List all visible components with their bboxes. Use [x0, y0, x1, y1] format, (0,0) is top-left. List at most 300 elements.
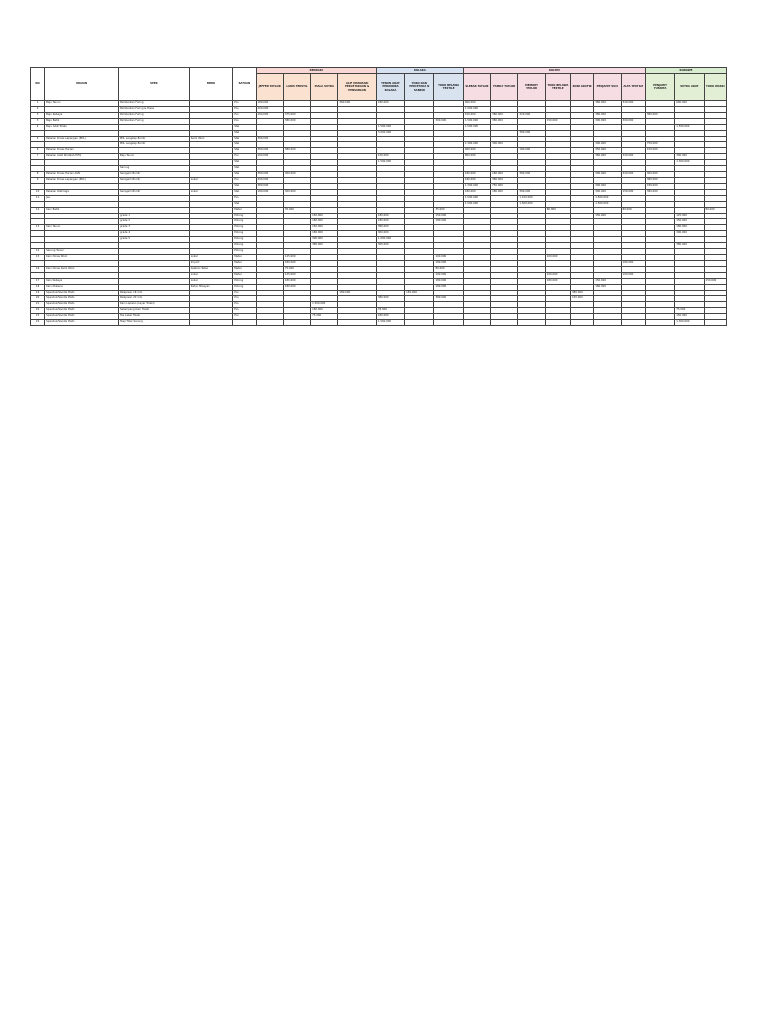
cell-merk: Asahan Tetex: [189, 266, 232, 272]
cell-price: 180.000: [491, 172, 518, 178]
cell-uraian: Kain Dinas Wool: [45, 254, 119, 260]
cell-price: 800.000: [463, 154, 490, 160]
cell-price: 100.000: [434, 272, 463, 278]
cell-price: 300.000: [675, 154, 704, 160]
cell-price: 150.000: [434, 213, 463, 219]
cell-price: 750.000: [645, 142, 674, 148]
cell-price: 380.000: [311, 243, 338, 249]
cell-price: 180.000: [518, 148, 545, 154]
cell-price: 380.000: [376, 225, 404, 231]
cell-price: 78.000: [376, 308, 404, 314]
cell-price: [283, 320, 310, 326]
col-header-store: SUTRA ADAT: [675, 74, 704, 101]
cell-price: 380.000: [434, 296, 463, 302]
cell-price: [338, 320, 376, 326]
price-table: [30, 67, 727, 326]
region-kendari: KENDARI: [256, 68, 376, 74]
cell-satuan: Stel: [233, 172, 256, 178]
cell-no: 2: [31, 106, 45, 112]
cell-price: 75.000: [283, 266, 310, 272]
cell-price: 300.000: [621, 118, 645, 124]
cell-no: 20: [31, 296, 45, 302]
cell-spek: Tasji Tikar Sarung: [118, 320, 189, 326]
cell-price: 380.000: [645, 189, 674, 195]
cell-price: 180.000: [491, 189, 518, 195]
cell-satuan: Pcs: [233, 302, 256, 308]
cell-merk: Semi Wool: [189, 136, 232, 142]
col-header-store: ALFA TEXTILE: [621, 74, 645, 101]
cell-price: 380.000: [594, 112, 621, 118]
cell-satuan: Stel: [233, 160, 256, 166]
col-header-uraian: URAIAN: [45, 68, 119, 101]
cell-price: 1.100.000: [518, 195, 545, 201]
cell-price: 300.000: [594, 183, 621, 189]
cell-satuan: Pcs: [233, 195, 256, 201]
cell-price: 80.000: [704, 207, 726, 213]
cell-price: 75.000: [311, 314, 338, 320]
cell-price: 100.000: [434, 254, 463, 260]
cell-merk: Import: [189, 260, 232, 266]
cell-spek: Pemberkan Furing: [118, 101, 189, 107]
cell-price: 160.000: [256, 112, 283, 118]
cell-price: 380.000: [518, 130, 545, 136]
cell-no: 1: [31, 101, 45, 107]
cell-spek: grade 2: [118, 219, 189, 225]
cell-price: [704, 320, 726, 326]
cell-satuan: Potong: [233, 237, 256, 243]
cell-price: 300.000: [645, 172, 674, 178]
cell-no: 17: [31, 278, 45, 284]
cell-price: 1.500.000: [594, 201, 621, 207]
cell-satuan: Potong: [233, 243, 256, 249]
cell-spek: Sarung: [118, 166, 189, 172]
col-header-store: TOKO BELAWA TEXTILE: [434, 74, 463, 101]
col-header-store: SLEBAR TAYLOR: [463, 74, 490, 101]
cell-uraian: Kain Mukena: [45, 284, 119, 290]
cell-price: 300.000: [256, 177, 283, 183]
cell-spek: Kain Lapisan (Layar Tolaki): [118, 302, 189, 308]
cell-price: 375.000: [283, 112, 310, 118]
cell-price: 380.000: [256, 148, 283, 154]
cell-no: 3: [31, 118, 45, 124]
cell-spek: Seragam Bordir: [118, 189, 189, 195]
cell-price: 180.000: [311, 231, 338, 237]
cell-price: 3.000.000: [376, 130, 404, 136]
cell-uraian: Pakaian Dinas Lapangan (PDL): [45, 177, 119, 183]
cell-satuan: Potong: [233, 284, 256, 290]
cell-no: 13: [31, 225, 45, 231]
cell-price: 300.000: [594, 142, 621, 148]
cell-price: 120.000: [376, 154, 404, 160]
cell-satuan: Stel: [233, 189, 256, 195]
cell-uraian: Kain Tenun: [45, 225, 119, 231]
cell-satuan: Pcs: [233, 112, 256, 118]
cell-spek: Seragam Bordir: [118, 172, 189, 178]
cell-merk: Lokal: [189, 278, 232, 284]
cell-satuan: Potong: [233, 249, 256, 255]
cell-no: 7: [31, 154, 45, 160]
cell-merk: Lokal: [189, 272, 232, 278]
col-header-store: MEMORY TAYLOR: [518, 74, 545, 101]
cell-no: 18: [31, 284, 45, 290]
cell-price: 180.000: [376, 314, 404, 320]
cell-spek: grade 1: [118, 213, 189, 219]
cell-price: 380.000: [491, 118, 518, 124]
cell-satuan: Stel: [233, 201, 256, 207]
cell-uraian: Kain Batik: [45, 207, 119, 213]
cell-price: 380.000: [338, 101, 376, 107]
cell-uraian: Sarung Tenun: [45, 249, 119, 255]
cell-no: 8: [31, 172, 45, 178]
cell-price: 180.000: [434, 260, 463, 266]
cell-price: 35.000: [283, 207, 310, 213]
cell-uraian: Kain Dinas Semi Wool: [45, 266, 119, 272]
cell-price: 180.000: [434, 278, 463, 284]
cell-merk: Lokal: [189, 177, 232, 183]
cell-price: 380.000: [491, 177, 518, 183]
cell-uraian: Jas: [45, 195, 119, 201]
cell-uraian: Pakaian Olahraga: [45, 189, 119, 195]
cell-satuan: Pcs: [233, 154, 256, 160]
cell-price: 180.000: [434, 284, 463, 290]
cell-satuan: Meter: [233, 207, 256, 213]
cell-price: 75.000: [675, 308, 704, 314]
cell-satuan: Pcs: [233, 314, 256, 320]
cell-price: 300.000: [283, 189, 310, 195]
cell-price: 180.000: [311, 308, 338, 314]
table-body: [31, 101, 727, 326]
col-header-store: TENUN ADAT PEDONDRA KOLAKA: [376, 74, 404, 101]
col-header-store: TOKO WASKI: [704, 74, 726, 101]
cell-price: 160.000: [256, 154, 283, 160]
col-header-store: PIALA SUTRA: [311, 74, 338, 101]
region-kolaka: KOLAKA: [376, 68, 463, 74]
cell-price: 300.000: [376, 231, 404, 237]
cell-spek: grade 3: [118, 225, 189, 231]
cell-spek: Pemberkan Furing: [118, 118, 189, 124]
cell-price: 1.500.000: [463, 201, 490, 207]
col-header-store: TOKO DAN PERCETAKA N SABRIN: [405, 74, 434, 101]
cell-spek: Pelapisan 18 mm: [118, 290, 189, 296]
col-header-store: LARIS TEKSTIL: [283, 74, 310, 101]
cell-no: 14: [31, 249, 45, 255]
col-header-store: JEFFEN TAYLOR: [256, 74, 283, 101]
col-header-satuan: SATUAN: [233, 68, 256, 101]
col-header-store: PENJAHIT SUCI: [594, 74, 621, 101]
cell-satuan: Potong: [233, 213, 256, 219]
cell-uraian: Spanduk/Sandai Plato: [45, 296, 119, 302]
cell-price: 1.500.000: [463, 118, 490, 124]
cell-price: 200.000: [256, 106, 283, 112]
cell-price: 380.000: [256, 172, 283, 178]
cell-satuan: Meter: [233, 254, 256, 260]
col-header-store: PENJAHIT YUSNITA: [645, 74, 674, 101]
cell-uraian: Baju Tenun: [45, 101, 119, 107]
cell-spek: PDL Lengkap Bordir: [118, 142, 189, 148]
cell-price: 180.000: [283, 260, 310, 266]
cell-price: 300.000: [594, 189, 621, 195]
cell-uraian: Spanduk/Sandai Plato: [45, 302, 119, 308]
cell-price: 80.000: [621, 207, 645, 213]
cell-satuan: Potong: [233, 225, 256, 231]
cell-price: [594, 320, 621, 326]
table-row: [31, 320, 727, 326]
cell-no: 19: [31, 290, 45, 296]
cell-price: 150.000: [594, 213, 621, 219]
cell-price: 180.000: [256, 189, 283, 195]
cell-no: 6: [31, 148, 45, 154]
cell-price: 180.000: [645, 183, 674, 189]
region-koltim: KOLTIM: [463, 68, 645, 74]
cell-spek: grade 4: [118, 231, 189, 237]
cell-satuan: Potong: [233, 278, 256, 284]
cell-no: 10: [31, 189, 45, 195]
cell-price: 1.000.000: [463, 106, 490, 112]
cell-price: [405, 320, 434, 326]
cell-price: 750.000: [491, 183, 518, 189]
cell-price: 380.000: [645, 177, 674, 183]
cell-price: 300.000: [594, 172, 621, 178]
cell-price: 1.000.000: [376, 237, 404, 243]
cell-price: 180.000: [376, 101, 404, 107]
cell-uraian: Spanduk/Sandai Plato: [45, 308, 119, 314]
cell-price: 35.000: [434, 207, 463, 213]
cell-price: 125.000: [283, 272, 310, 278]
cell-satuan: Meter: [233, 260, 256, 266]
cell-satuan: Pcs: [233, 296, 256, 302]
cell-price: 125.000: [675, 213, 704, 219]
cell-price: 380.000: [518, 189, 545, 195]
cell-price: 320.000: [621, 172, 645, 178]
region-konawe: KONAWE: [645, 68, 726, 74]
cell-price: 180.000: [376, 213, 404, 219]
cell-price: 300.000: [311, 237, 338, 243]
cell-no: 4: [31, 124, 45, 130]
cell-price: 150.000: [311, 213, 338, 219]
cell-price: 100.000: [463, 112, 490, 118]
cell-satuan: Potong: [233, 219, 256, 225]
cell-price: 300.000: [434, 118, 463, 124]
cell-price: 380.000: [256, 136, 283, 142]
cell-price: 1.500.000: [518, 201, 545, 207]
cell-satuan: Pcs: [233, 106, 256, 112]
cell-price: 320.000: [518, 112, 545, 118]
cell-price: 150.000: [645, 148, 674, 154]
cell-price: 380.000: [283, 118, 310, 124]
cell-price: 80.000: [434, 266, 463, 272]
col-header-store: RONI GRAFIK: [571, 74, 594, 101]
cell-satuan: Meter: [233, 266, 256, 272]
cell-price: 900.000: [463, 101, 490, 107]
cell-price: 150.000: [675, 314, 704, 320]
cell-price: 150.000: [704, 278, 726, 284]
cell-price: [518, 320, 545, 326]
cell-price: [621, 320, 645, 326]
cell-price: 150.000: [545, 118, 570, 124]
cell-price: [645, 320, 674, 326]
cell-price: [491, 320, 518, 326]
cell-price: 300.000: [283, 172, 310, 178]
cell-merk: Lokal: [189, 189, 232, 195]
cell-price: 100.000: [545, 272, 570, 278]
cell-price: [311, 320, 338, 326]
cell-price: 80.000: [545, 207, 570, 213]
col-header-store: FAMILY TAYLOR: [491, 74, 518, 101]
cell-spek: Baju Tenun: [118, 154, 189, 160]
cell-price: [545, 320, 570, 326]
cell-price: 150.000: [571, 296, 594, 302]
cell-price: 180.000: [376, 219, 404, 225]
cell-price: 1.500.000: [594, 195, 621, 201]
cell-spek: Pemberkan Furing & Press: [118, 106, 189, 112]
cell-price: 1.500.000: [376, 124, 404, 130]
cell-price: 1.300.000: [675, 160, 704, 166]
cell-price: [571, 320, 594, 326]
col-header-spek: SPEK: [118, 68, 189, 101]
cell-satuan: Pcs: [233, 118, 256, 124]
cell-price: 180.000: [675, 225, 704, 231]
cell-price: 180.000: [311, 219, 338, 225]
cell-price: 380.000: [491, 112, 518, 118]
cell-price: 180.000: [594, 284, 621, 290]
cell-price: 1.500.000: [376, 320, 404, 326]
cell-spek: Pelapisan 20 mm: [118, 296, 189, 302]
col-header-store: ALIF MATAHARI PERCETAKAAN & PENSABLON: [338, 74, 376, 101]
cell-satuan: Potong: [233, 231, 256, 237]
cell-price: 180.000: [463, 177, 490, 183]
cell-price: 1.500.000: [675, 124, 704, 130]
cell-merk: Lokal: [189, 254, 232, 260]
cell-price: 380.000: [283, 148, 310, 154]
cell-price: 180.000: [256, 101, 283, 107]
cell-price: 150.000: [621, 189, 645, 195]
cell-satuan: Stel: [233, 148, 256, 154]
cell-satuan: [233, 320, 256, 326]
cell-price: 380.000: [376, 296, 404, 302]
cell-spek: PDL Lengkap Bordir: [118, 136, 189, 142]
cell-uraian: Kain Kebaya: [45, 278, 119, 284]
col-header-store: TOKO BELAWA TEXTILE: [545, 74, 570, 101]
cell-uraian: Baju Adat Tolaki: [45, 124, 119, 130]
cell-price: 380.000: [675, 243, 704, 249]
cell-price: 150.000: [594, 278, 621, 284]
cell-price: 380.000: [594, 101, 621, 107]
cell-price: 1.300.000: [311, 302, 338, 308]
cell-price: 380.000: [256, 183, 283, 189]
cell-uraian: Baju Batik: [45, 118, 119, 124]
cell-spek: Selempang Kain Tolaki: [118, 308, 189, 314]
cell-price: 350.000: [594, 148, 621, 154]
col-header-no: NO: [31, 68, 45, 101]
cell-price: 180.000: [283, 284, 310, 290]
cell-uraian: Spanduk/Sandai Plato: [45, 314, 119, 320]
cell-spek: Seragam Bordir: [118, 177, 189, 183]
cell-price: 300.000: [594, 118, 621, 124]
cell-price: 100.000: [545, 254, 570, 260]
cell-uraian: Spanduk/Sandai Plato: [45, 320, 119, 326]
cell-price: 320.000: [621, 101, 645, 107]
cell-spek: Pemberkan Furing: [118, 112, 189, 118]
cell-uraian: Pakaian Dinas Harian ASN: [45, 172, 119, 178]
cell-price: 100.000: [621, 272, 645, 278]
cell-no: 24: [31, 320, 45, 326]
cell-no: 12: [31, 207, 45, 213]
cell-price: 150.000: [675, 219, 704, 225]
cell-price: 300.000: [491, 142, 518, 148]
cell-price: 1.500.000: [463, 124, 490, 130]
cell-price: 180.000: [545, 278, 570, 284]
cell-satuan: Pcs: [233, 177, 256, 183]
cell-no: 9: [31, 177, 45, 183]
cell-spek: Tas Label Tolaki: [118, 314, 189, 320]
cell-satuan: Stel: [233, 166, 256, 172]
cell-price: 600.000: [675, 101, 704, 107]
cell-price: 1.300.000: [463, 142, 490, 148]
cell-satuan: Stel: [233, 183, 256, 189]
col-header-merk: MERK: [189, 68, 232, 101]
cell-price: 1.300.000: [675, 320, 704, 326]
cell-no: 3: [31, 112, 45, 118]
cell-price: 180.000: [338, 290, 376, 296]
cell-price: 300.000: [675, 231, 704, 237]
cell-price: [256, 320, 283, 326]
cell-satuan: Meter: [233, 272, 256, 278]
cell-satuan: Pcs: [233, 290, 256, 296]
cell-spek: grade 5: [118, 237, 189, 243]
cell-no: 21: [31, 302, 45, 308]
cell-uraian: Pakaian Adat Khatkah MTQ: [45, 154, 119, 160]
cell-price: 1.500.000: [376, 160, 404, 166]
cell-no: 15: [31, 254, 45, 260]
cell-price: [434, 320, 463, 326]
cell-price: 180.000: [463, 189, 490, 195]
table-row: [31, 101, 727, 107]
cell-price: 380.000: [594, 154, 621, 160]
cell-price: 380.000: [645, 112, 674, 118]
cell-price: 150.000: [405, 290, 434, 296]
cell-price: 380.000: [518, 172, 545, 178]
cell-merk: Katun Misayan: [189, 284, 232, 290]
cell-price: 900.000: [463, 148, 490, 154]
cell-uraian: Pakaian Dinas Lapangan (PDL): [45, 136, 119, 142]
cell-price: 1.300.000: [463, 183, 490, 189]
cell-uraian: Baju Kebaya: [45, 112, 119, 118]
cell-satuan: Stel: [233, 130, 256, 136]
cell-satuan: Stel: [233, 136, 256, 142]
cell-price: 180.000: [434, 219, 463, 225]
cell-price: 380.000: [571, 290, 594, 296]
cell-price: 300.000: [376, 243, 404, 249]
cell-uraian: Spanduk/Sandai Plato: [45, 290, 119, 296]
cell-merk: [189, 320, 232, 326]
cell-no: 5: [31, 136, 45, 142]
cell-price: [463, 320, 490, 326]
cell-price: 320.000: [621, 154, 645, 160]
cell-no: 11: [31, 195, 45, 201]
cell-no: 16: [31, 266, 45, 272]
cell-price: 125.000: [283, 254, 310, 260]
cell-price: 150.000: [311, 225, 338, 231]
cell-no: 23: [31, 314, 45, 320]
cell-price: 180.000: [283, 278, 310, 284]
cell-uraian: Pakaian Dinas Harian: [45, 148, 119, 154]
cell-price: 180.000: [463, 172, 490, 178]
spreadsheet: [30, 67, 727, 326]
cell-satuan: Stel: [233, 124, 256, 130]
cell-satuan: Pcs: [233, 308, 256, 314]
cell-price: 180.000: [621, 260, 645, 266]
cell-no: 22: [31, 308, 45, 314]
